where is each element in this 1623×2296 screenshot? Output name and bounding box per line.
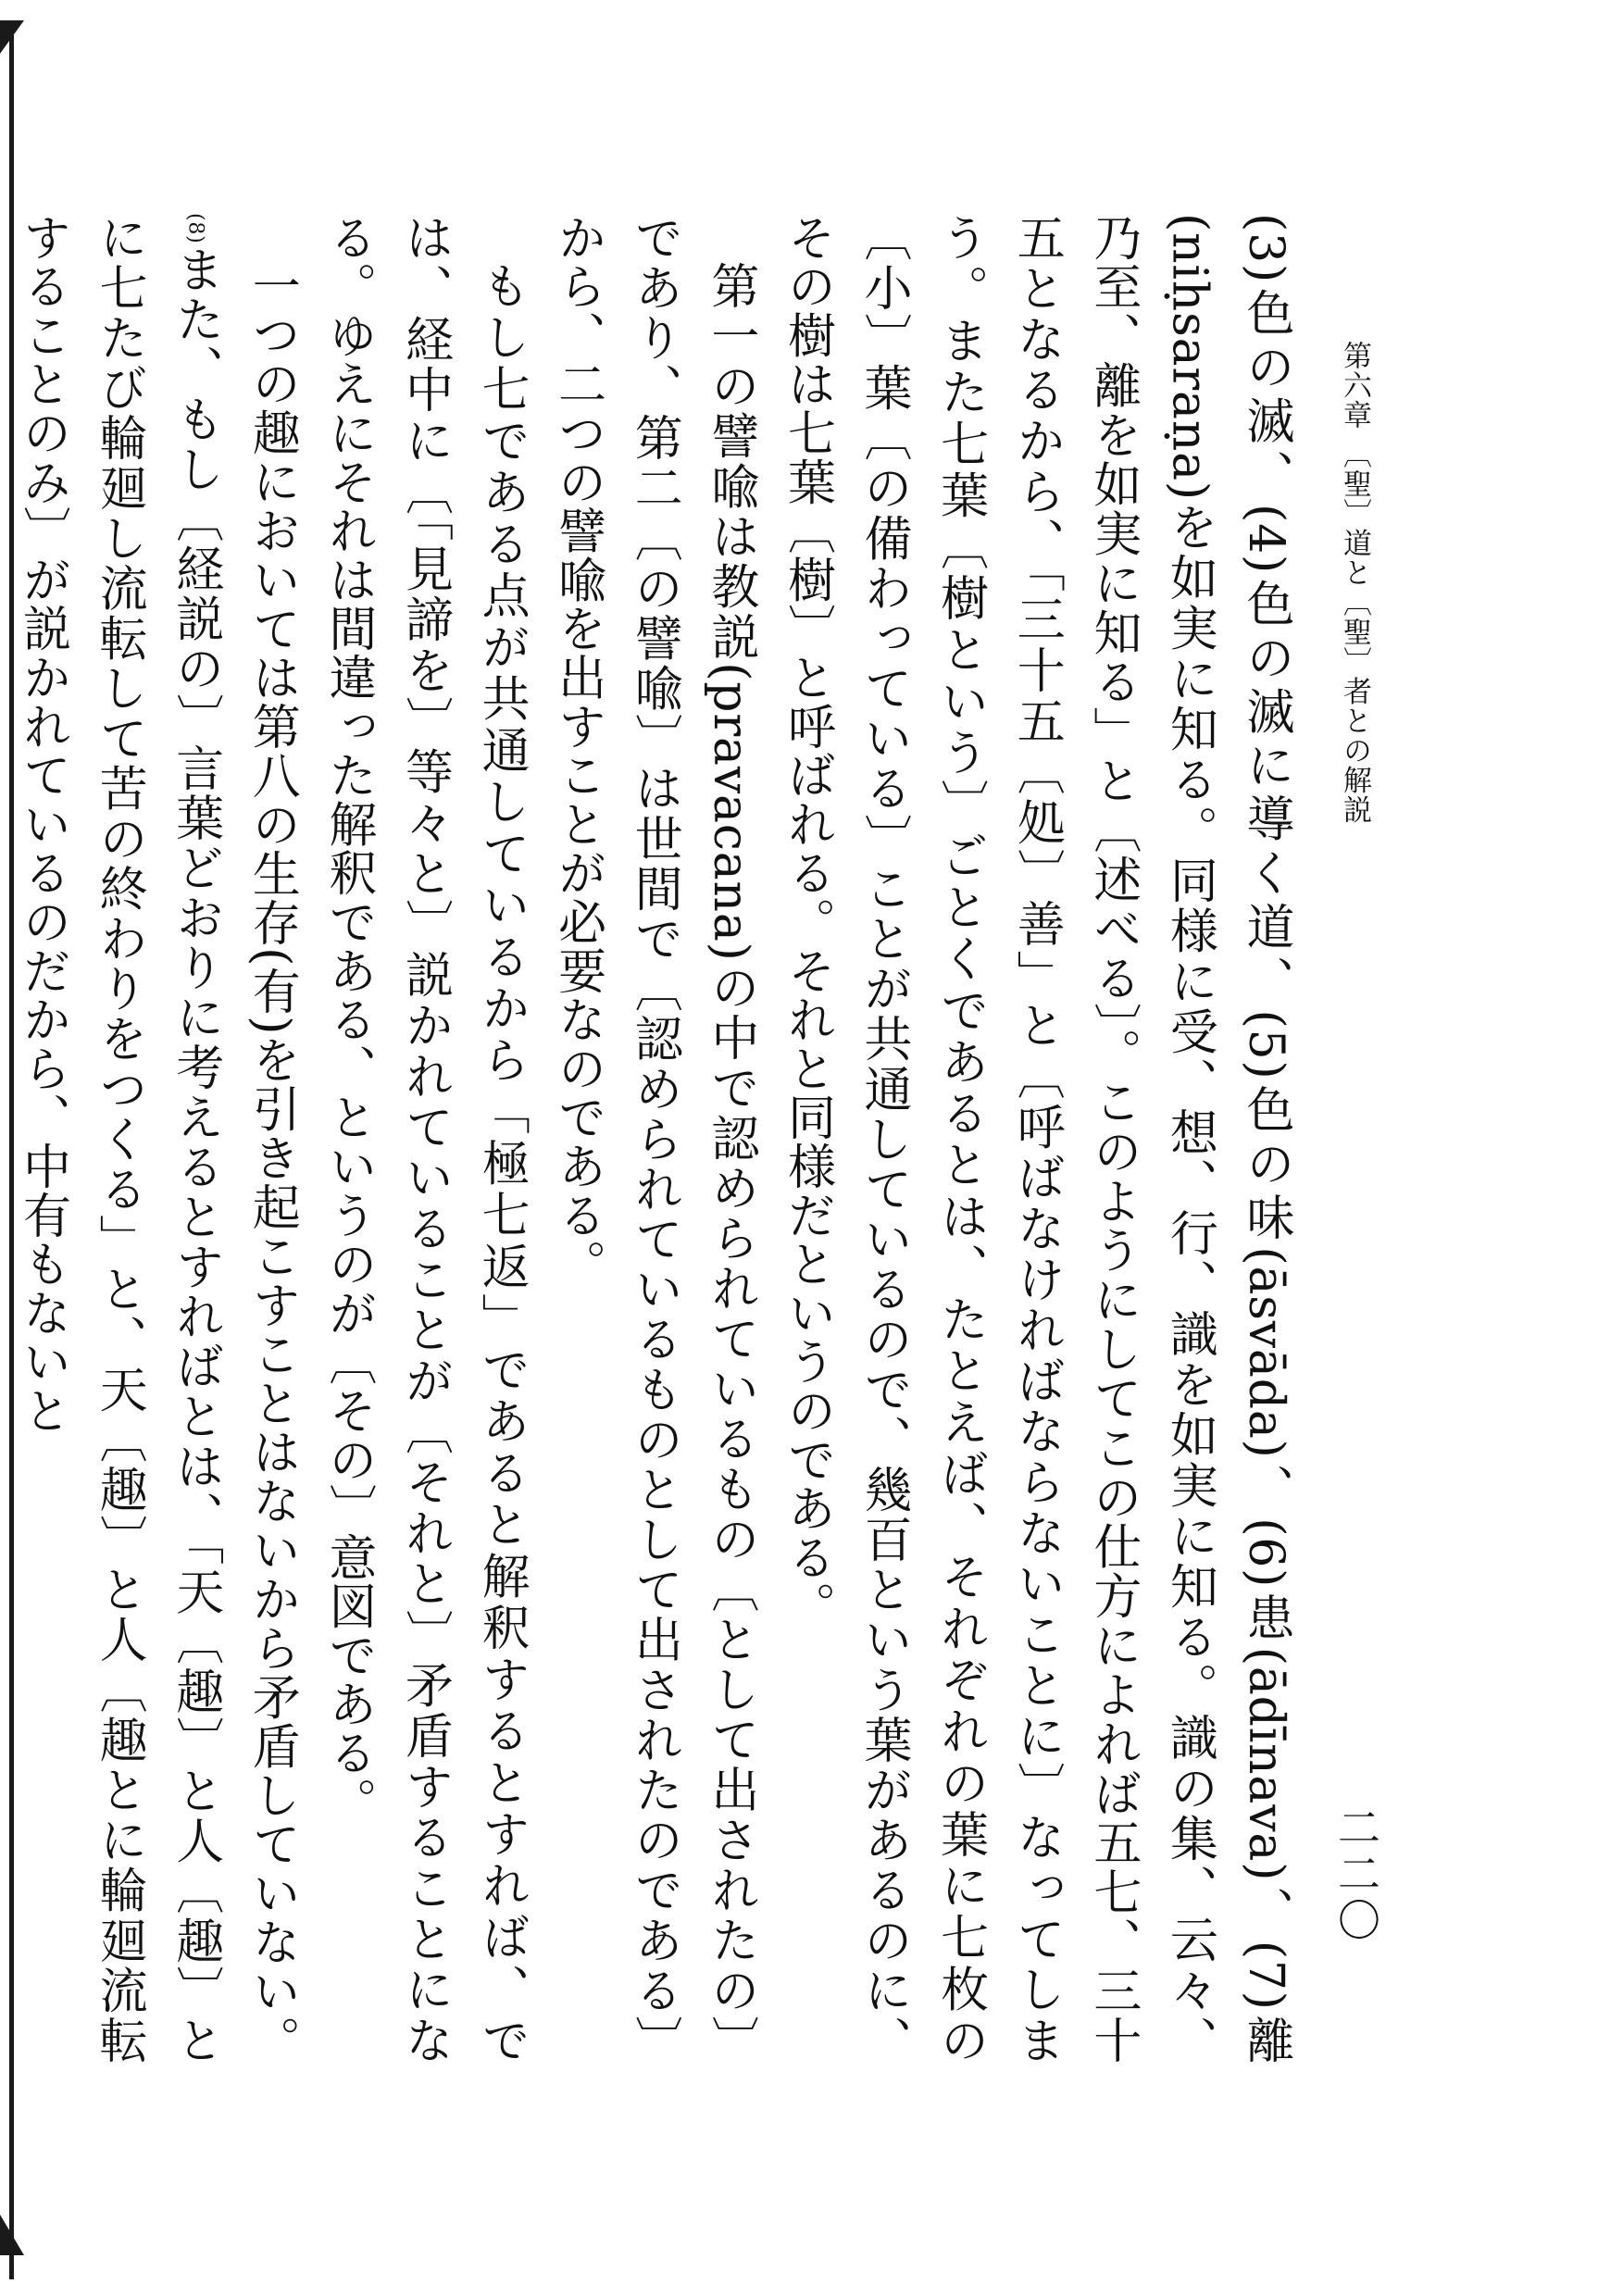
paragraph-4-text: 一つの趣においては第八の生存(有)を引き起こすことはないから矛盾していない。 [243,261,300,2065]
paragraph-4-continuation: また、もし〔経説の〕言葉どおりに考えるとすればとは、「天〔趣〕と人〔趣〕とに七たび輪廻し流転して苦の終わりをつくる」と、天〔趣〕と人〔趣とに輪廻流転することのみ〕が説かれているのだから、中有もないと [14,213,223,2065]
binding-mark-bottom [0,2215,24,2255]
binding-mark-top [0,20,24,54]
paragraph-3: もし七である点が共通しているから「極七返」であると解釈するとすれば、では、経中に〔「見諦を〕等々と〕説かれていることが〔それと〕矛盾することになる。ゆえにそれは間違った解釈である、というのが〔その〕意図である。 [319,213,530,2065]
running-head: 第六章 〔聖〕道と〔聖〕者との解説 [1338,341,1371,825]
page-number: 二二〇 [1331,1805,1381,1944]
paragraph-4 [4,213,309,2065]
paragraph-1: (3)色の滅、(4)色の滅に導く道、(5)色の味(āsvāda)、(6)患(ādīnava)、(7)離(niḥsaraṇa)を如実に知る。同様に受、想、行、識を如実に知る。識の集、云々、乃至、離を如実に知る」と〔述べる〕。このようにしてこの仕方によれば五七、三十五となるから、「三十五〔処〕善」と〔呼ばなければならないことに〕なってしまう。また七葉〔樹という〕ごとくであるとは、たとえば、それぞれの葉に七枚の〔小〕葉〔の備わっている〕ことが共通しているので、幾百という葉があるのに、その樹は七葉〔樹〕と呼ばれる。それと同様だというのである。 [779,213,1293,2065]
body-text [14,213,1304,2065]
note-reference: (8) [183,213,207,244]
paragraph-2: 第一の譬喩は教説(pravacana)の中で認められているもの〔として出されたの〕であり、第二〔の譬喩〕は世間で〔認められているものとして出されたのである〕から、二つの譬喩を出すことが必要なのである。 [549,213,758,2065]
